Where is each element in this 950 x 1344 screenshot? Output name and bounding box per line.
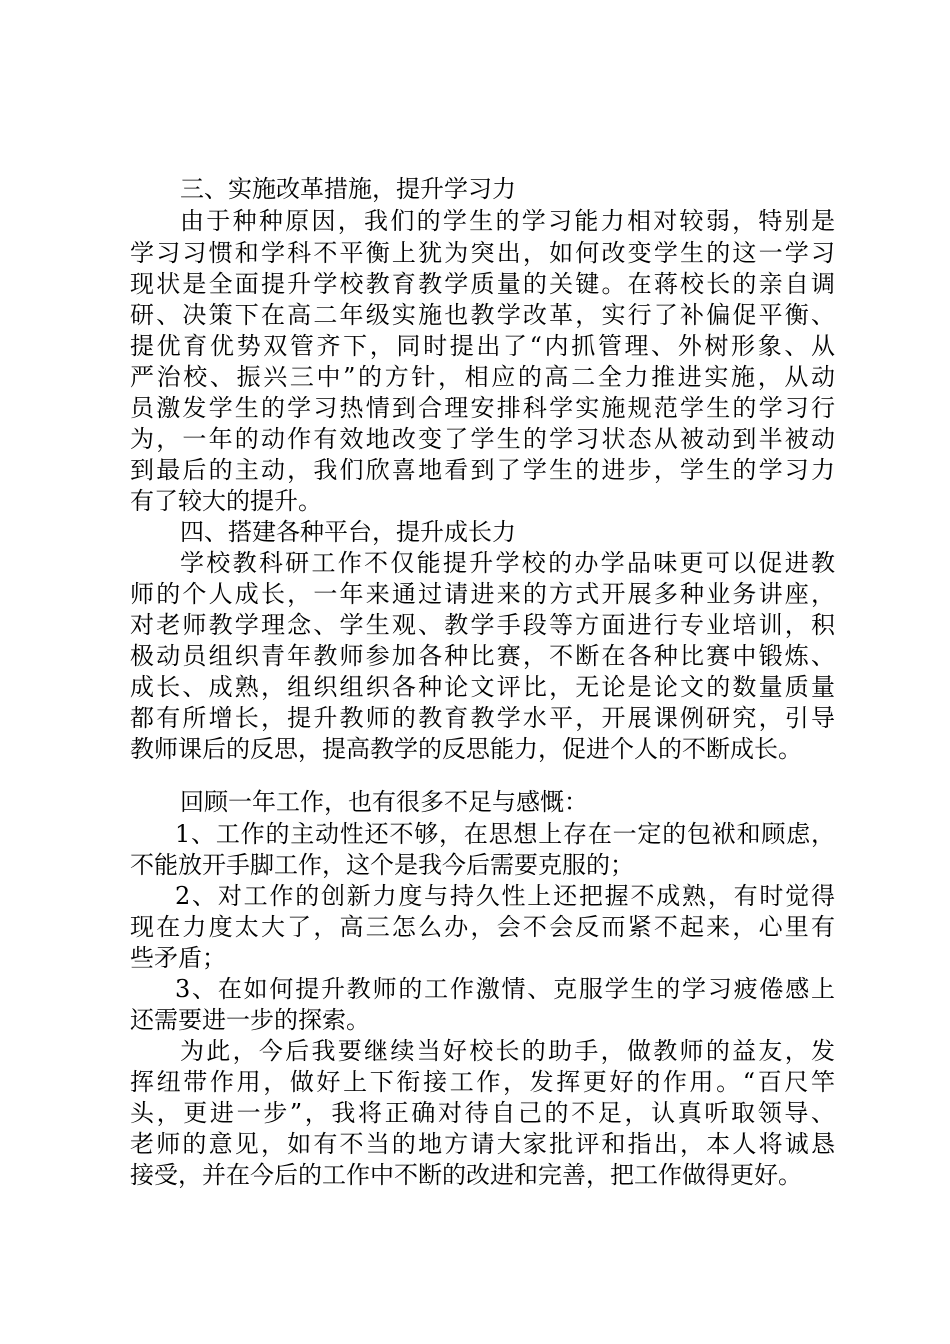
paragraph-line: 极动员组织青年教师参加各种比赛，不断在各种比赛中锻炼、 <box>130 642 835 670</box>
paragraph-line: 对老师教学理念、学生观、教学手段等方面进行专业培训，积 <box>130 611 835 639</box>
document-body <box>130 0 835 1344</box>
paragraph-line: 学校教科研工作不仅能提升学校的办学品味更可以促进教 <box>180 549 835 577</box>
paragraph-line: 师的个人成长，一年来通过请进来的方式开展多种业务讲座， <box>130 580 835 608</box>
paragraph-line: 学习习惯和学科不平衡上犹为突出，如何改变学生的这一学习 <box>130 239 835 267</box>
list-item-1: 1、工作的主动性还不够，在思想上存在一定的包袱和顾虑， <box>175 820 835 848</box>
summary-intro: 回顾一年工作，也有很多不足与感慨： <box>180 788 588 816</box>
section-heading-4: 四、搭建各种平台，提升成长力 <box>180 518 516 546</box>
paragraph-line: 研、决策下在高二年级实施也教学改革，实行了补偏促平衡、 <box>130 301 835 329</box>
paragraph-line: 都有所增长，提升教师的教育教学水平，开展课例研究，引导 <box>130 704 835 732</box>
paragraph-line: 到最后的主动，我们欣喜地看到了学生的进步，学生的学习力 <box>130 456 835 484</box>
paragraph-line: 头，更进一步”，我将正确对待自己的不足，认真听取领导、 <box>130 1099 835 1127</box>
section-heading-3: 三、实施改革措施，提升学习力 <box>180 175 516 203</box>
paragraph-line: 员激发学生的学习热情到合理安排科学实施规范学生的学习行 <box>130 394 835 422</box>
paragraph-line: 由于种种原因，我们的学生的学习能力相对较弱，特别是 <box>180 207 835 235</box>
paragraph-line: 严治校、振兴三中”的方针，相应的高二全力推进实施，从动 <box>130 363 835 391</box>
paragraph-line: 教师课后的反思，提高教学的反思能力，促进个人的不断成长。 <box>130 735 802 763</box>
paragraph-line: 接受，并在今后的工作中不断的改进和完善，把工作做得更好。 <box>130 1161 802 1189</box>
paragraph-line: 还需要进一步的探索。 <box>130 1006 370 1034</box>
paragraph-line: 现状是全面提升学校教育教学质量的关键。在蒋校长的亲自调 <box>130 270 835 298</box>
paragraph-line: 成长、成熟，组织组织各种论文评比，无论是论文的数量质量 <box>130 673 835 701</box>
paragraph-line: 有了较大的提升。 <box>130 487 322 515</box>
paragraph-line: 些矛盾； <box>130 944 226 972</box>
list-item-2: 2、对工作的创新力度与持久性上还把握不成熟，有时觉得 <box>175 882 835 910</box>
paragraph-line: 挥纽带作用，做好上下衔接工作，发挥更好的作用。“百尺竿 <box>130 1068 835 1096</box>
paragraph-line: 为，一年的动作有效地改变了学生的学习状态从被动到半被动 <box>130 425 835 453</box>
paragraph-line: 提优育优势双管齐下，同时提出了“内抓管理、外树形象、从 <box>130 332 835 360</box>
list-item-3: 3、在如何提升教师的工作激情、克服学生的学习疲倦感上 <box>175 975 835 1003</box>
paragraph-line: 现在力度太大了，高三怎么办，会不会反而紧不起来，心里有 <box>130 913 835 941</box>
closing-paragraph-line: 为此，今后我要继续当好校长的助手，做教师的益友，发 <box>180 1037 835 1065</box>
paragraph-line: 不能放开手脚工作，这个是我今后需要克服的； <box>130 851 634 879</box>
paragraph-line: 老师的意见，如有不当的地方请大家批评和指出，本人将诚恳 <box>130 1130 835 1158</box>
